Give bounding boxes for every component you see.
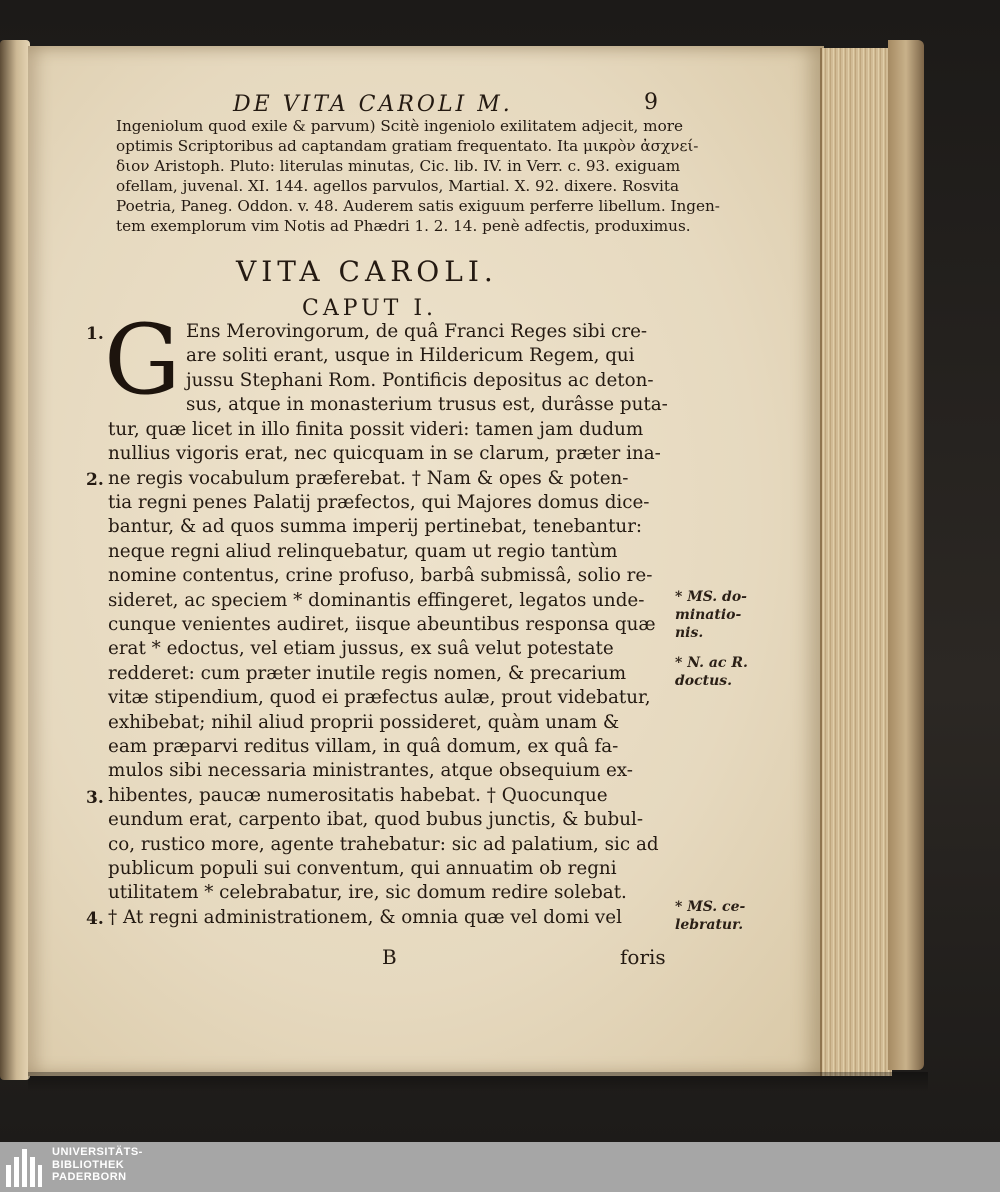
page-number: 9 <box>644 90 658 115</box>
side-note <box>675 654 748 690</box>
side-note-line: * N. ac R. <box>675 655 748 671</box>
side-note-line: doctus. <box>675 673 733 689</box>
library-footer <box>0 1142 1000 1192</box>
footnote-line: Poetria, Paneg. Oddon. v. 48. Auderem satis exiguum perferre libellum. Ingen- <box>116 197 720 215</box>
library-name-line: UNIVERSITÄTS- <box>52 1146 143 1158</box>
body-line: Ens Merovingorum, de quâ Franci Reges sibi cre- <box>186 321 648 342</box>
body-line: redderet: cum præter inutile regis nomen, & precarium <box>108 663 627 684</box>
page-shadow <box>28 1072 928 1092</box>
body-line: eundum erat, carpento ibat, quod bubus junctis, & bubul- <box>108 809 644 830</box>
drop-cap: G <box>104 304 181 416</box>
body-line: mulos sibi necessaria ministrantes, atque obsequium ex- <box>108 760 633 781</box>
running-header: DE VITA CAROLI M. <box>233 92 513 117</box>
body-line: eam præparvi reditus villam, in quâ domum, ex quâ fa- <box>108 736 619 757</box>
body-line: jussu Stephani Rom. Pontificis depositus ac deton- <box>186 370 654 391</box>
body-line: tur, quæ licet in illo finita possit videri: tamen jam dudum <box>108 419 644 440</box>
page-stack <box>820 48 892 1076</box>
footnote-line: ofellam, juvenal. XI. 144. agellos parvulos, Martial. X. 92. dixere. Rosvita <box>116 177 680 195</box>
body-line: neque regni aliud relinquebatur, quam ut regio tantùm <box>108 541 618 562</box>
footnote-line: tem exemplorum vim Notis ad Phædri 1. 2. 14. penè adfectis, produximus. <box>116 217 691 235</box>
side-note-line: lebratur. <box>675 917 744 933</box>
section-number: 3. <box>86 788 104 808</box>
body-line: publicum populi sui conventum, qui annuatim ob regni <box>108 858 617 879</box>
library-logo-icon <box>6 1147 46 1187</box>
footnote-line: διον Aristoph. Pluto: literulas minutas, Cic. lib. IV. in Verr. c. 93. exiguam <box>116 157 681 175</box>
side-note-line: nis. <box>675 625 704 641</box>
library-name <box>52 1146 143 1184</box>
side-note <box>675 898 745 934</box>
side-note-line: * MS. ce- <box>675 899 746 915</box>
library-name-line: PADERBORN <box>52 1171 127 1183</box>
body-line: vitæ stipendium, quod ei præfectus aulæ, prout videbatur, <box>108 687 651 708</box>
body-line: tia regni penes Palatij præfectos, qui Majores domus dice- <box>108 492 650 513</box>
section-number: 2. <box>86 470 104 490</box>
body-line: † At regni administrationem, & omnia quæ vel domi vel <box>108 907 622 928</box>
catchword: foris <box>620 945 666 969</box>
body-line: utilitatem * celebrabatur, ire, sic domum redire solebat. <box>108 882 627 903</box>
body-line: bantur, & ad quos summa imperij pertinebat, tenebantur: <box>108 516 643 537</box>
library-name-line: BIBLIOTHEK <box>52 1158 125 1171</box>
body-line: erat * edoctus, vel etiam jussus, ex suâ velut potestate <box>108 638 614 659</box>
side-note <box>675 588 747 642</box>
body-line: nullius vigoris erat, nec quicquam in se clarum, præter ina- <box>108 443 661 464</box>
footnote-line: Ingeniolum quod exile & parvum) Scitè ingeniolo exilitatem adjecit, more <box>116 117 683 135</box>
body-line: co, rustico more, agente trahebatur: sic ad palatium, sic ad <box>108 834 659 855</box>
left-page-edge <box>0 40 30 1080</box>
side-note-line: * MS. do- <box>675 589 747 605</box>
chapter-heading: CAPUT I. <box>302 296 438 321</box>
body-line: exhibebat; nihil aliud proprii possideret, quàm unam & <box>108 712 620 733</box>
side-note-line: minatio- <box>675 607 742 623</box>
section-number: 4. <box>86 909 104 929</box>
body-line: ne regis vocabulum præferebat. † Nam & opes & poten- <box>108 468 629 489</box>
footnote-line: optimis Scriptoribus ad captandam gratiam frequentato. Ita μικρὸν ἀσχνεί- <box>116 137 699 155</box>
body-line: sus, atque in monasterium trusus est, durâsse puta- <box>186 394 668 415</box>
body-line: cunque venientes audiret, iisque abeuntibus responsa quæ <box>108 614 656 635</box>
body-line: sideret, ac speciem * dominantis effingeret, legatos unde- <box>108 590 645 611</box>
section-title: VITA CAROLI. <box>236 255 498 288</box>
body-line: nomine contentus, crine profuso, barbâ submissâ, solio re- <box>108 565 653 586</box>
section-number: 1. <box>86 324 104 344</box>
signature-mark: B <box>382 945 397 969</box>
book-cover-edge <box>888 40 924 1070</box>
body-line: hibentes, paucæ numerositatis habebat. † Quocunque <box>108 785 608 806</box>
body-line: are soliti erant, usque in Hildericum Regem, qui <box>186 345 635 366</box>
